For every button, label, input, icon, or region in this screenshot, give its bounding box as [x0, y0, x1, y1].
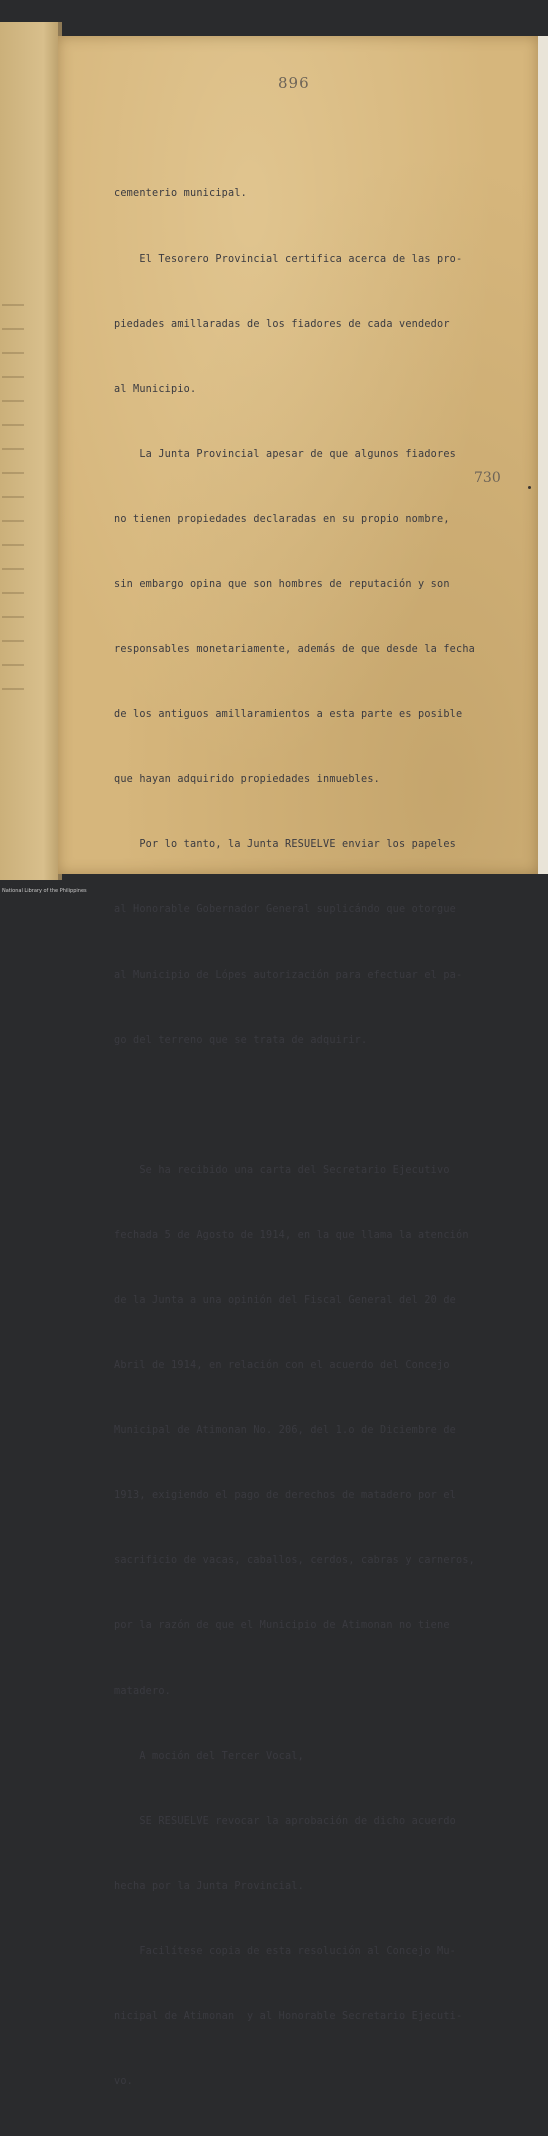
text-line: 1913, exigiendo el pago de derechos de matadero por el [114, 1490, 457, 1502]
text-line: SE RESUELVE revocar la aprobación de dicho acuerdo [114, 1815, 457, 1827]
text-line: al Honorable Gobernador General suplicándo que otorgue [114, 904, 457, 916]
text-line: Abril de 1914, en relación con el acuerdo del Concejo [114, 1360, 450, 1372]
text-line: hecha por la Junta Provincial. [114, 1880, 305, 1892]
text-line: cementerio municipal. [114, 188, 248, 200]
text-line: de la Junta a una opinión del Fiscal General del 20 de [114, 1295, 457, 1306]
text-line: por la razón de que el Municipio de Atimonan no tiene [114, 1620, 450, 1632]
text-line: El Tesorero Provincial certifica acerca de las pro- [114, 253, 463, 265]
text-line: fechada 5 de Agosto de 1914, en la que llama la atención [114, 1229, 469, 1241]
text-line: sacrificio de vacas, caballos, cerdos, cabras y carneros, [114, 1555, 476, 1567]
text-line: A moción del Tercer Vocal, [114, 1750, 305, 1762]
text-line: sin embargo opina que son hombres de reputación y son [114, 578, 450, 590]
text-line: nicipal de Atimonan y al Honorable Secretario Ejecuti- [114, 2011, 463, 2023]
text-line-blank [114, 1095, 524, 1117]
text-line: matadero. [114, 1685, 172, 1697]
text-line: Facilítese copia de esta resolución al Concejo Mu- [114, 1945, 457, 1957]
text-line: no tienen propiedades declaradas en su propio nombre, [114, 513, 450, 525]
ink-speck [528, 486, 531, 489]
document-body [114, 140, 524, 2136]
text-line: La Junta Provincial apesar de que algunos fiadores [114, 448, 457, 460]
text-line: de los antiguos amillaramientos a esta parte es posible [114, 709, 463, 721]
right-page-edge [538, 36, 548, 874]
page-number: 896 [278, 74, 310, 92]
text-line: responsables monetariamente, además de que desde la fecha [114, 644, 476, 656]
text-line: que hayan adquirido propiedades inmuebles. [114, 774, 381, 786]
text-line: al Municipio de Lópes autorización para efectuar el pa- [114, 969, 463, 981]
document-page [58, 36, 538, 2088]
left-page-marks [2, 282, 24, 702]
margin-number: 730 [474, 470, 501, 486]
text-line: Por lo tanto, la Junta RESUELVE enviar los papeles [114, 839, 457, 851]
text-line: Municipal de Atimonan No. 206, del 1.o de Diciembre de [114, 1425, 457, 1437]
left-page-edge [0, 22, 62, 880]
text-line: vo. [114, 2076, 134, 2088]
text-line: Se ha recibido una carta del Secretario Ejecutivo [114, 1164, 450, 1176]
text-line: go del terreno que se trata de adquirir. [114, 1034, 368, 1046]
text-line: al Municipio. [114, 383, 197, 395]
scan-caption: National Library of the Philippines [2, 888, 87, 894]
text-line: piedades amillaradas de los fiadores de cada vendedor [114, 318, 450, 330]
